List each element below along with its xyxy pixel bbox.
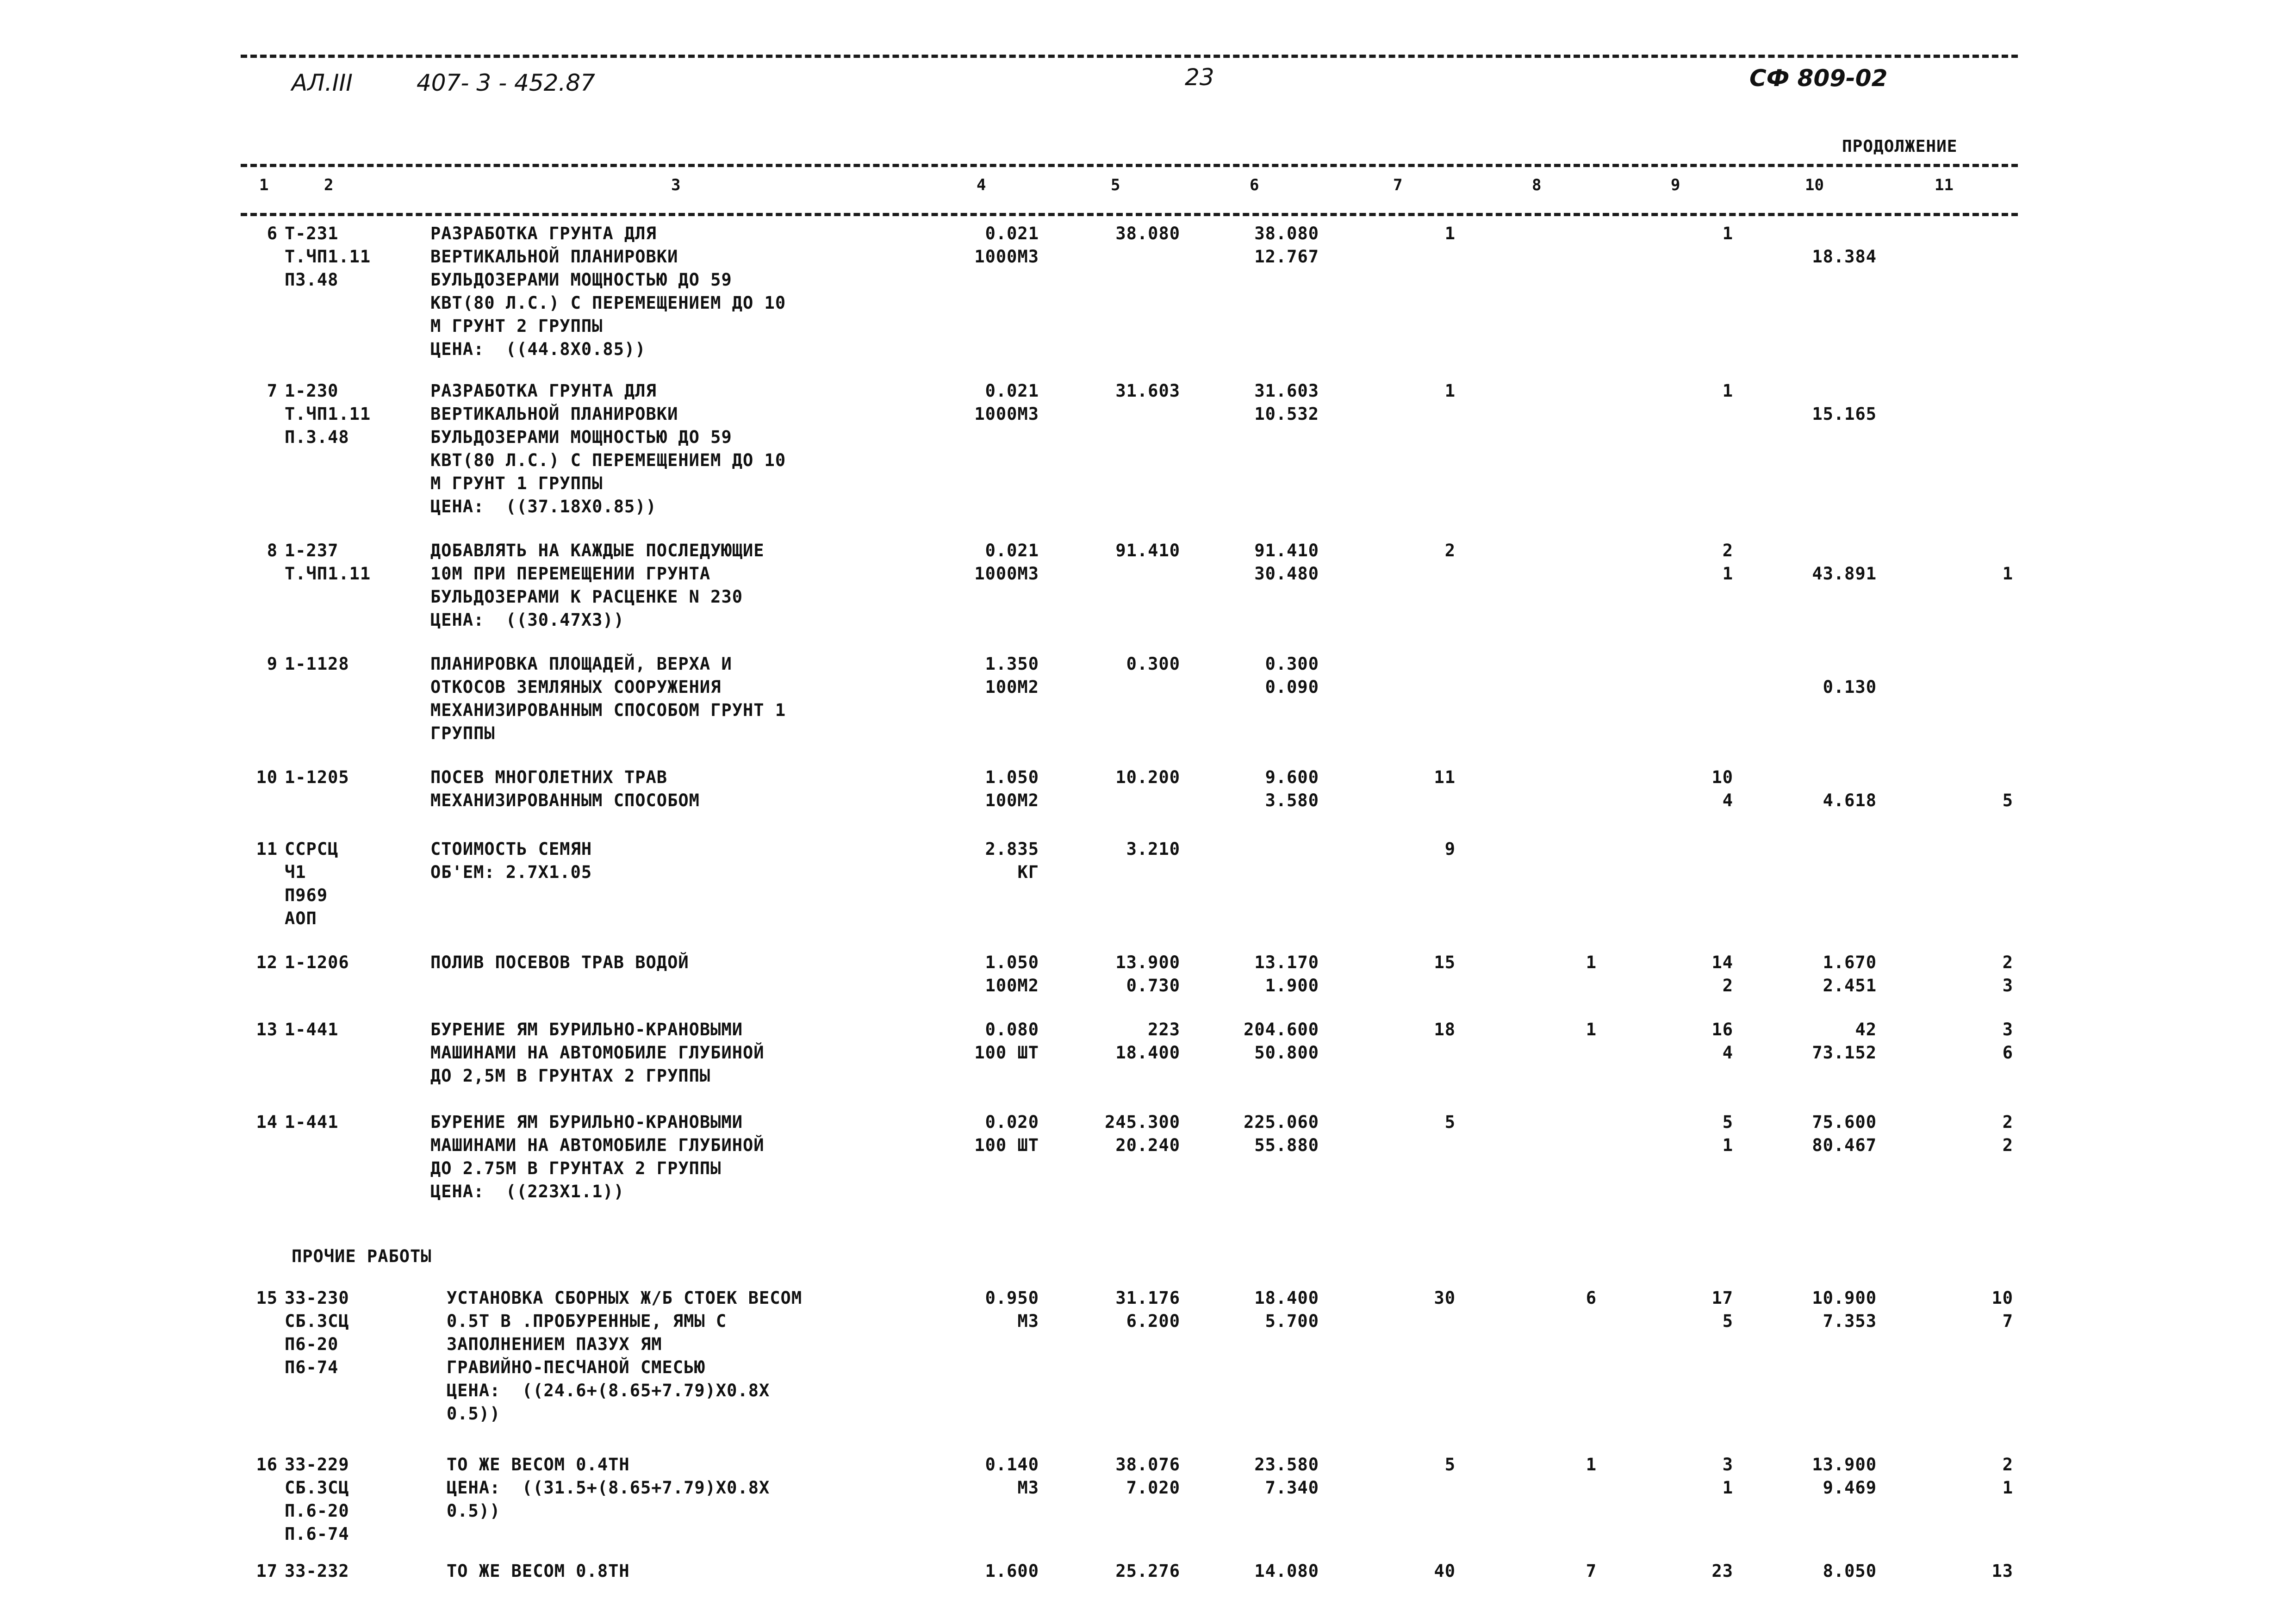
cell-c6: 31.603	[1254, 381, 1319, 401]
cell-desc: ТО ЖЕ ВЕСОМ 0.8ТН	[447, 1561, 630, 1581]
cell-num: 12	[256, 952, 278, 972]
column-header-10: 10	[1805, 176, 1824, 194]
continuation-label: ПРОДОЛЖЕНИЕ	[1842, 137, 1958, 156]
cell-num: 16	[256, 1455, 278, 1475]
cell-c9: 4	[1722, 1043, 1733, 1063]
cell-desc: ДО 2,5М В ГРУНТАХ 2 ГРУППЫ	[430, 1066, 711, 1086]
cell-c8: 1	[1586, 1020, 1597, 1039]
cell-c11: 1	[2002, 1478, 2013, 1498]
cell-num: 8	[267, 541, 278, 560]
cell-c6: 5.700	[1265, 1311, 1319, 1331]
cell-desc: ЗАПОЛНЕНИЕМ ПАЗУХ ЯМ	[447, 1334, 662, 1354]
cell-c4: 2.835	[985, 839, 1039, 859]
cell-num: 14	[256, 1112, 278, 1132]
cell-c4: 1000М3	[974, 404, 1039, 424]
cell-code: П3.48	[285, 270, 339, 290]
cell-code: П6-74	[285, 1357, 339, 1377]
cell-c9: 1	[1722, 1135, 1733, 1155]
cell-desc: ЦЕНА: ((37.18Х0.85))	[430, 497, 657, 516]
cell-desc: МЕХАНИЗИРОВАННЫМ СПОСОБОМ	[430, 790, 700, 810]
cell-c6: 14.080	[1254, 1561, 1319, 1581]
cell-desc: МАШИНАМИ НА АВТОМОБИЛЕ ГЛУБИНОЙ	[430, 1135, 765, 1155]
cell-desc: 10М ПРИ ПЕРЕМЕЩЕНИИ ГРУНТА	[430, 564, 711, 584]
cell-c5: 0.730	[1126, 976, 1180, 996]
column-header-11: 11	[1935, 176, 1954, 194]
cell-code: 1-1128	[285, 654, 349, 674]
doc-number: 407- 3 - 452.87	[417, 69, 595, 96]
cell-c5: 31.176	[1115, 1288, 1180, 1308]
cell-c11: 2	[2002, 1112, 2013, 1132]
cell-c9: 2	[1722, 976, 1733, 996]
cell-c8: 6	[1586, 1288, 1597, 1308]
cell-c4: 100М2	[985, 976, 1039, 996]
cell-c11: 10	[1991, 1288, 2013, 1308]
cell-c11: 6	[2002, 1043, 2013, 1063]
cell-code: П969	[285, 885, 328, 905]
cell-c6: 30.480	[1254, 564, 1319, 584]
column-header-3: 3	[671, 176, 681, 194]
cell-c4: 0.021	[985, 541, 1039, 560]
cell-c11: 7	[2002, 1311, 2013, 1331]
cell-desc: БУЛЬДОЗЕРАМИ МОЩНОСТЬЮ ДО 59	[430, 427, 732, 447]
cell-c9: 17	[1711, 1288, 1733, 1308]
cell-c7: 18	[1434, 1020, 1456, 1039]
cell-c11: 2	[2002, 1455, 2013, 1475]
cell-c4: 100 ШТ	[974, 1043, 1039, 1063]
cell-desc: ЦЕНА: ((44.8Х0.85))	[430, 339, 646, 359]
cell-desc: ОТКОСОВ ЗЕМЛЯНЫХ СООРУЖЕНИЯ	[430, 677, 722, 697]
cell-code: П6-20	[285, 1334, 339, 1354]
left-code: АЛ.III	[292, 69, 353, 96]
cell-code: СБ.3СЦ	[285, 1478, 349, 1498]
cell-c4: 1.050	[985, 952, 1039, 972]
cell-c5: 31.603	[1115, 381, 1180, 401]
page-number: 23	[1185, 64, 1214, 91]
cell-c6: 0.300	[1265, 654, 1319, 674]
cell-c4: М3	[1017, 1311, 1039, 1331]
cell-c10: 73.152	[1812, 1043, 1877, 1063]
cell-desc: ЦЕНА: ((30.47Х3))	[430, 610, 624, 630]
cell-c9: 5	[1722, 1311, 1733, 1331]
cell-c7: 15	[1434, 952, 1456, 972]
cell-c11: 1	[2002, 564, 2013, 584]
top-border	[241, 55, 2018, 58]
cell-code: 33-229	[285, 1455, 349, 1475]
cell-c7: 9	[1444, 839, 1456, 859]
cell-c4: М3	[1017, 1478, 1039, 1498]
cell-c7: 40	[1434, 1561, 1456, 1581]
cell-c5: 20.240	[1115, 1135, 1180, 1155]
cell-c5: 223	[1148, 1020, 1180, 1039]
cell-desc: ПОЛИВ ПОСЕВОВ ТРАВ ВОДОЙ	[430, 952, 689, 972]
column-header-7: 7	[1393, 176, 1403, 194]
cell-c6: 3.580	[1265, 790, 1319, 810]
cell-code: 1-441	[285, 1112, 339, 1132]
section-title: ПРОЧИЕ РАБОТЫ	[292, 1246, 432, 1266]
cell-c4: 1.350	[985, 654, 1039, 674]
cell-c7: 11	[1434, 767, 1456, 787]
column-header-8: 8	[1532, 176, 1542, 194]
cell-desc: РАЗРАБОТКА ГРУНТА ДЛЯ	[430, 381, 657, 401]
cell-c5: 0.300	[1126, 654, 1180, 674]
cell-c7: 2	[1444, 541, 1456, 560]
cell-desc: СТОИМОСТЬ СЕМЯН	[430, 839, 592, 859]
cell-c11: 3	[2002, 1020, 2013, 1039]
cell-c7: 1	[1444, 381, 1456, 401]
cell-desc: ТО ЖЕ ВЕСОМ 0.4ТН	[447, 1455, 630, 1475]
cell-desc: УСТАНОВКА СБОРНЫХ Ж/Б СТОЕК ВЕСОМ	[447, 1288, 803, 1308]
cell-c4: 0.140	[985, 1455, 1039, 1475]
cell-c4: 1.050	[985, 767, 1039, 787]
cell-c8: 1	[1586, 1455, 1597, 1475]
cell-c11: 5	[2002, 790, 2013, 810]
cell-c9: 2	[1722, 541, 1733, 560]
cell-c5: 38.076	[1115, 1455, 1180, 1475]
cell-c4: КГ	[1017, 862, 1039, 882]
cell-desc: ПЛАНИРОВКА ПЛОЩАДЕЙ, ВЕРХА И	[430, 654, 732, 674]
column-header-5: 5	[1111, 176, 1120, 194]
cell-c9: 1	[1722, 1478, 1733, 1498]
cell-c5: 25.276	[1115, 1561, 1180, 1581]
cell-desc: ОБ'ЕМ: 2.7Х1.05	[430, 862, 592, 882]
cell-c9: 10	[1711, 767, 1733, 787]
cell-desc: ПОСЕВ МНОГОЛЕТНИХ ТРАВ	[430, 767, 668, 787]
cell-c7: 5	[1444, 1112, 1456, 1132]
cell-c5: 10.200	[1115, 767, 1180, 787]
cell-c6: 9.600	[1265, 767, 1319, 787]
sheet-code: СФ 809-02	[1749, 65, 1888, 92]
cell-c6: 91.410	[1254, 541, 1319, 560]
cell-c10: 42	[1855, 1020, 1877, 1039]
cell-code: П.6-20	[285, 1501, 349, 1521]
cell-desc: БУРЕНИЕ ЯМ БУРИЛЬНО-КРАНОВЫМИ	[430, 1112, 743, 1132]
cell-c5: 245.300	[1105, 1112, 1180, 1132]
cell-c9: 1	[1722, 381, 1733, 401]
cell-c6: 55.880	[1254, 1135, 1319, 1155]
cell-c10: 18.384	[1812, 247, 1877, 267]
cell-code: П.3.48	[285, 427, 349, 447]
cell-c11: 13	[1991, 1561, 2013, 1581]
column-header-row	[0, 176, 2296, 199]
cell-c9: 16	[1711, 1020, 1733, 1039]
cell-c8: 7	[1586, 1561, 1597, 1581]
cell-c10: 2.451	[1823, 976, 1877, 996]
cell-c6: 50.800	[1254, 1043, 1319, 1063]
cell-c9: 4	[1722, 790, 1733, 810]
cell-desc: ДОБАВЛЯТЬ НА КАЖДЫЕ ПОСЛЕДУЮЩИЕ	[430, 541, 765, 560]
cell-code: Т.ЧП1.11	[285, 564, 371, 584]
cell-c6: 204.600	[1244, 1020, 1319, 1039]
cell-c7: 5	[1444, 1455, 1456, 1475]
cell-num: 9	[267, 654, 278, 674]
cell-num: 15	[256, 1288, 278, 1308]
cell-c6: 12.767	[1254, 247, 1319, 267]
cell-code: Т-231	[285, 224, 339, 243]
cell-desc: ДО 2.75М В ГРУНТАХ 2 ГРУППЫ	[430, 1158, 722, 1178]
cell-c5: 18.400	[1115, 1043, 1180, 1063]
cell-code: П.6-74	[285, 1524, 349, 1544]
cell-code: АОП	[285, 908, 317, 928]
cell-c10: 10.900	[1812, 1288, 1877, 1308]
cell-c6: 18.400	[1254, 1288, 1319, 1308]
cell-c4: 1.600	[985, 1561, 1039, 1581]
cell-num: 6	[267, 224, 278, 243]
cell-desc: М ГРУНТ 2 ГРУППЫ	[430, 316, 603, 336]
cell-c5: 38.080	[1115, 224, 1180, 243]
cell-desc: ГРАВИЙНО-ПЕСЧАНОЙ СМЕСЬЮ	[447, 1357, 705, 1377]
cell-c4: 0.021	[985, 381, 1039, 401]
cell-code: 1-237	[285, 541, 339, 560]
cell-c4: 0.950	[985, 1288, 1039, 1308]
cell-desc: 0.5Т В .ПРОБУРЕННЫЕ, ЯМЫ С	[447, 1311, 727, 1331]
cell-c6: 1.900	[1265, 976, 1319, 996]
cell-c11: 2	[2002, 952, 2013, 972]
cell-num: 11	[256, 839, 278, 859]
cell-num: 17	[256, 1561, 278, 1581]
cell-c4: 1000М3	[974, 247, 1039, 267]
cell-desc: ЦЕНА: ((31.5+(8.65+7.79)Х0.8Х	[447, 1478, 770, 1498]
cell-code: 1-1205	[285, 767, 349, 787]
cell-desc: ГРУППЫ	[430, 723, 495, 743]
cell-c6: 13.170	[1254, 952, 1319, 972]
cell-code: 1-1206	[285, 952, 349, 972]
cell-c9: 23	[1711, 1561, 1733, 1581]
cell-desc: БУЛЬДОЗЕРАМИ К РАСЦЕНКЕ N 230	[430, 587, 743, 607]
cell-c10: 8.050	[1823, 1561, 1877, 1581]
column-header-6: 6	[1250, 176, 1259, 194]
cell-c6: 7.340	[1265, 1478, 1319, 1498]
column-header-1: 1	[259, 176, 269, 194]
cell-c10: 7.353	[1823, 1311, 1877, 1331]
cell-num: 7	[267, 381, 278, 401]
cell-desc: ЦЕНА: ((223Х1.1))	[430, 1182, 624, 1201]
cell-code: Т.ЧП1.11	[285, 404, 371, 424]
cell-c6: 225.060	[1244, 1112, 1319, 1132]
cell-c10: 0.130	[1823, 677, 1877, 697]
cell-c10: 15.165	[1812, 404, 1877, 424]
cell-c9: 1	[1722, 224, 1733, 243]
cell-desc: ВЕРТИКАЛЬНОЙ ПЛАНИРОВКИ	[430, 404, 678, 424]
cell-desc: МАШИНАМИ НА АВТОМОБИЛЕ ГЛУБИНОЙ	[430, 1043, 765, 1063]
cell-c10: 13.900	[1812, 1455, 1877, 1475]
cell-c10: 1.670	[1823, 952, 1877, 972]
cell-code: 1-441	[285, 1020, 339, 1039]
cell-desc: М ГРУНТ 1 ГРУППЫ	[430, 473, 603, 493]
cell-c4: 100М2	[985, 790, 1039, 810]
cell-c4: 0.021	[985, 224, 1039, 243]
cell-c9: 14	[1711, 952, 1733, 972]
cell-c4: 100М2	[985, 677, 1039, 697]
cell-c4: 0.080	[985, 1020, 1039, 1039]
cell-desc: БУЛЬДОЗЕРАМИ МОЩНОСТЬЮ ДО 59	[430, 270, 732, 290]
header-top-rule	[241, 164, 2018, 167]
column-header-2: 2	[324, 176, 334, 194]
cell-num: 10	[256, 767, 278, 787]
cell-desc: МЕХАНИЗИРОВАННЫМ СПОСОБОМ ГРУНТ 1	[430, 700, 786, 720]
cell-c4: 1000М3	[974, 564, 1039, 584]
cell-c6: 23.580	[1254, 1455, 1319, 1475]
column-header-9: 9	[1671, 176, 1680, 194]
cell-c6: 10.532	[1254, 404, 1319, 424]
cell-c9: 1	[1722, 564, 1733, 584]
cell-c9: 3	[1722, 1455, 1733, 1475]
cell-c5: 91.410	[1115, 541, 1180, 560]
header-bottom-rule	[241, 213, 2018, 216]
cell-code: 33-230	[285, 1288, 349, 1308]
cell-code: СБ.3СЦ	[285, 1311, 349, 1331]
cell-desc: КВТ(80 Л.С.) С ПЕРЕМЕЩЕНИЕМ ДО 10	[430, 450, 786, 470]
cell-c6: 38.080	[1254, 224, 1319, 243]
cell-desc: КВТ(80 Л.С.) С ПЕРЕМЕЩЕНИЕМ ДО 10	[430, 293, 786, 313]
cell-desc: ЦЕНА: ((24.6+(8.65+7.79)Х0.8Х	[447, 1381, 770, 1400]
cell-c10: 75.600	[1812, 1112, 1877, 1132]
cell-code: 33-232	[285, 1561, 349, 1581]
cell-c10: 9.469	[1823, 1478, 1877, 1498]
cell-c10: 4.618	[1823, 790, 1877, 810]
cell-c6: 0.090	[1265, 677, 1319, 697]
cell-c4: 100 ШТ	[974, 1135, 1039, 1155]
cell-c9: 5	[1722, 1112, 1733, 1132]
cell-c10: 80.467	[1812, 1135, 1877, 1155]
cell-c10: 43.891	[1812, 564, 1877, 584]
cell-desc: РАЗРАБОТКА ГРУНТА ДЛЯ	[430, 224, 657, 243]
cell-desc: 0.5))	[447, 1404, 501, 1424]
cell-desc: 0.5))	[447, 1501, 501, 1521]
cell-code: Т.ЧП1.11	[285, 247, 371, 267]
cell-c4: 0.020	[985, 1112, 1039, 1132]
cell-code: 1-230	[285, 381, 339, 401]
cell-c5: 6.200	[1126, 1311, 1180, 1331]
cell-c11: 3	[2002, 976, 2013, 996]
cell-c5: 7.020	[1126, 1478, 1180, 1498]
cell-desc: ВЕРТИКАЛЬНОЙ ПЛАНИРОВКИ	[430, 247, 678, 267]
cell-num: 13	[256, 1020, 278, 1039]
column-header-4: 4	[977, 176, 986, 194]
cell-c11: 2	[2002, 1135, 2013, 1155]
cell-code: Ч1	[285, 862, 306, 882]
cell-c5: 3.210	[1126, 839, 1180, 859]
cell-c7: 30	[1434, 1288, 1456, 1308]
cell-c7: 1	[1444, 224, 1456, 243]
cell-c5: 13.900	[1115, 952, 1180, 972]
cell-desc: БУРЕНИЕ ЯМ БУРИЛЬНО-КРАНОВЫМИ	[430, 1020, 743, 1039]
cell-code: ССРСЦ	[285, 839, 339, 859]
cell-c8: 1	[1586, 952, 1597, 972]
